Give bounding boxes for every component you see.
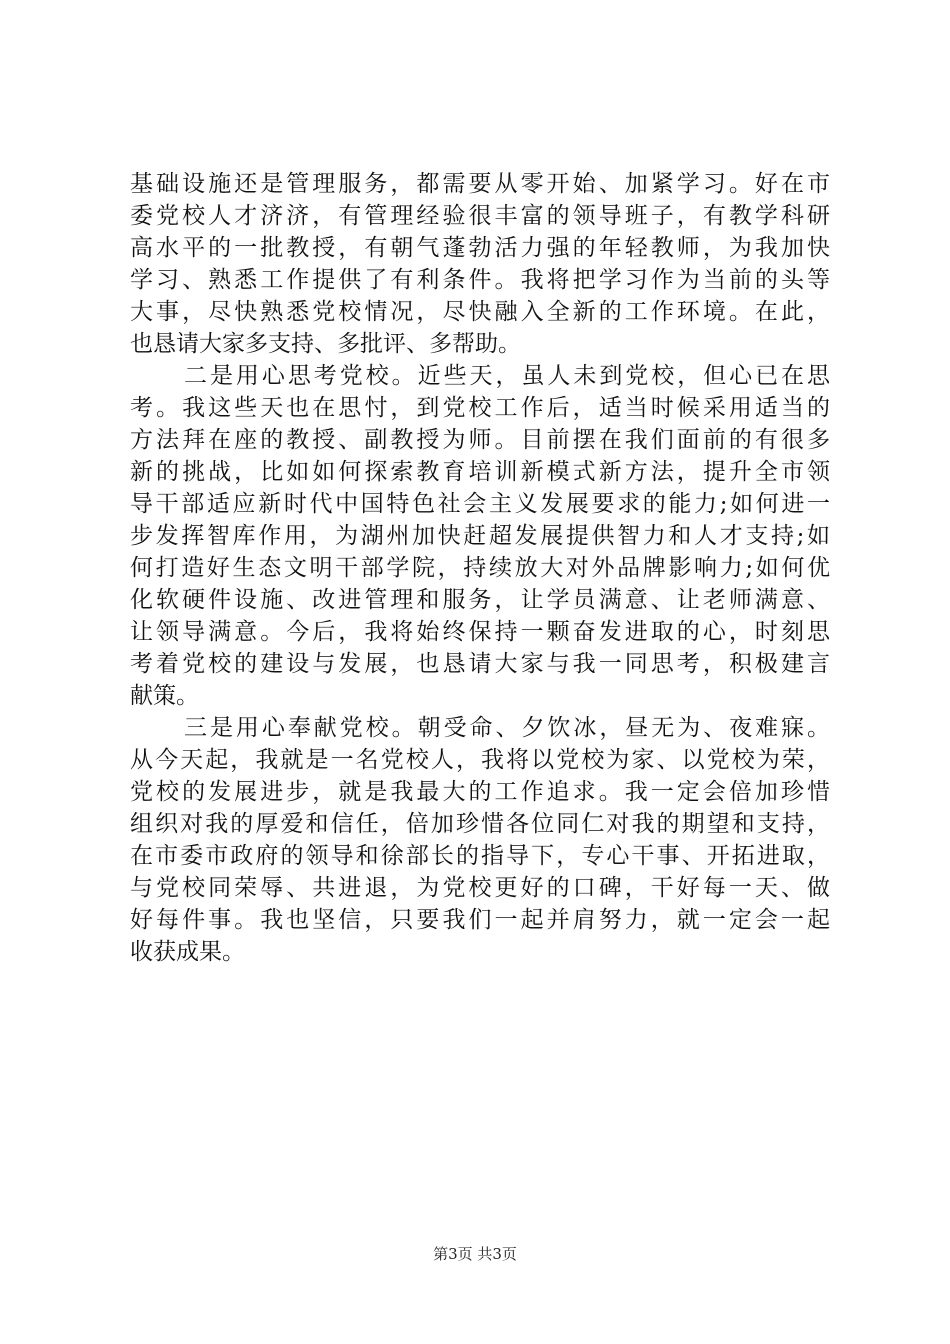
text-line: 献策。 — [130, 683, 199, 709]
text-line: 委党校人才济济，有管理经验很丰富的领导班子，有教学科研 — [130, 203, 830, 229]
paragraph-3 — [130, 712, 830, 968]
text-line: 三是用心奉献党校。朝受命、夕饮冰，昼无为、夜难寐。 — [184, 715, 830, 741]
text-line: 大事，尽快熟悉党校情况，尽快融入全新的工作环境。在此， — [130, 299, 830, 325]
page-number-footer: 第3页 共3页 — [433, 1245, 517, 1263]
text-line: 从今天起，我就是一名党校人，我将以党校为家、以党校为荣， — [130, 747, 830, 773]
paragraph-2 — [130, 360, 830, 712]
text-line: 基础设施还是管理服务，都需要从零开始、加紧学习。好在市 — [130, 171, 830, 197]
text-line: 好每件事。我也坚信，只要我们一起并肩努力，就一定会一起 — [130, 907, 830, 933]
text-line: 二是用心思考党校。近些天，虽人未到党校，但心已在思 — [184, 363, 830, 389]
text-line: 何打造好生态文明干部学院，持续放大对外品牌影响力;如何优 — [130, 555, 830, 581]
text-line: 考着党校的建设与发展，也恳请大家与我一同思考，积极建言 — [130, 651, 830, 677]
text-line: 新的挑战，比如如何探索教育培训新模式新方法，提升全市领 — [130, 459, 830, 485]
paragraph-1 — [130, 168, 830, 360]
text-line: 步发挥智库作用，为湖州加快赶超发展提供智力和人才支持;如 — [130, 523, 830, 549]
text-line: 收获成果。 — [130, 939, 245, 965]
text-line: 党校的发展进步，就是我最大的工作追求。我一定会倍加珍惜 — [130, 779, 830, 805]
document-body — [130, 168, 830, 968]
text-line: 导干部适应新时代中国特色社会主义发展要求的能力;如何进一 — [130, 491, 830, 517]
text-line: 与党校同荣辱、共进退，为党校更好的口碑，干好每一天、做 — [130, 875, 830, 901]
text-line: 考。我这些天也在思忖，到党校工作后，适当时候采用适当的 — [130, 395, 830, 421]
text-line: 让领导满意。今后，我将始终保持一颗奋发进取的心，时刻思 — [130, 619, 830, 645]
text-line: 也恳请大家多支持、多批评、多帮助。 — [130, 331, 521, 357]
text-line: 组织对我的厚爱和信任，倍加珍惜各位同仁对我的期望和支持， — [130, 811, 830, 837]
text-line: 化软硬件设施、改进管理和服务，让学员满意、让老师满意、 — [130, 587, 830, 613]
text-line: 方法拜在座的教授、副教授为师。目前摆在我们面前的有很多 — [130, 427, 830, 453]
text-line: 学习、熟悉工作提供了有利条件。我将把学习作为当前的头等 — [130, 267, 830, 293]
text-line: 在市委市政府的领导和徐部长的指导下，专心干事、开拓进取， — [130, 843, 830, 869]
text-line: 高水平的一批教授，有朝气蓬勃活力强的年轻教师，为我加快 — [130, 235, 830, 261]
